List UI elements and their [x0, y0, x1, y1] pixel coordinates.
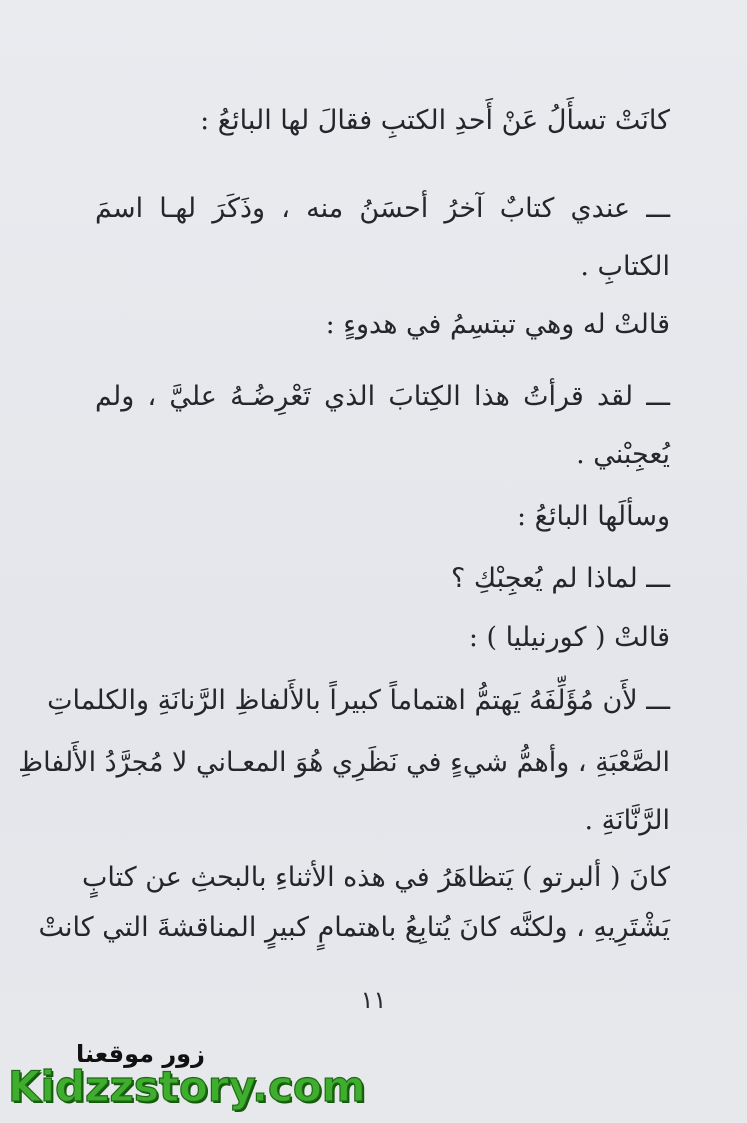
story-line: ـــ لقد قرأتُ هذا الكِتابَ الذي تَعْرِضُـهُ عليَّ ، ولم: [95, 381, 670, 412]
story-line: قالتْ ( كورنيليا ) :: [468, 622, 670, 653]
watermark-arabic-text: زور موقعنا: [76, 1040, 205, 1068]
page-number: ١١: [360, 986, 387, 1014]
story-line: ـــ لماذا لم يُعجِبْكِ ؟: [450, 563, 670, 594]
story-line: الرَّنَّانَةِ .: [584, 805, 670, 836]
story-line: ـــ لأَن مُؤَلِّفَهُ يَهتمُّ اهتماماً كبيراً بالأَلفاظِ الرَّنانَةِ والكلماتِ: [47, 685, 670, 716]
story-line: يَشْتَرِيهِ ، ولكنَّه كانَ يُتابِعُ باهتمامٍ كبيرٍ المناقشةَ التي كانتْ: [38, 912, 670, 943]
story-line: الكتابِ .: [580, 251, 670, 282]
watermark-logo: Kidzzstory.com: [8, 1062, 366, 1111]
story-line: كانَ ( ألبرتو ) يَتظاهَرُ في هذه الأثناءِ بالبحثِ عن كتابٍ: [81, 862, 670, 893]
story-line: يُعجِبْني .: [576, 439, 670, 470]
story-line: الصَّعْبَةِ ، وأهمُّ شيءٍ في نَظَرِي هُوَ المعـاني لا مُجرَّدُ الأَلفاظِ: [18, 747, 670, 778]
story-line: وسألَها البائعُ :: [516, 501, 670, 532]
story-line: ـــ عندي كتابٌ آخرُ أحسَنُ منه ، وذَكَرَ لهـا اسمَ: [95, 193, 670, 224]
story-line: قالتْ له وهي تبتسِمُ في هدوءٍ :: [325, 309, 670, 340]
story-line: كانَتْ تسأَلُ عَنْ أَحدِ الكتبِ فقالَ لها البائعُ :: [200, 105, 670, 136]
